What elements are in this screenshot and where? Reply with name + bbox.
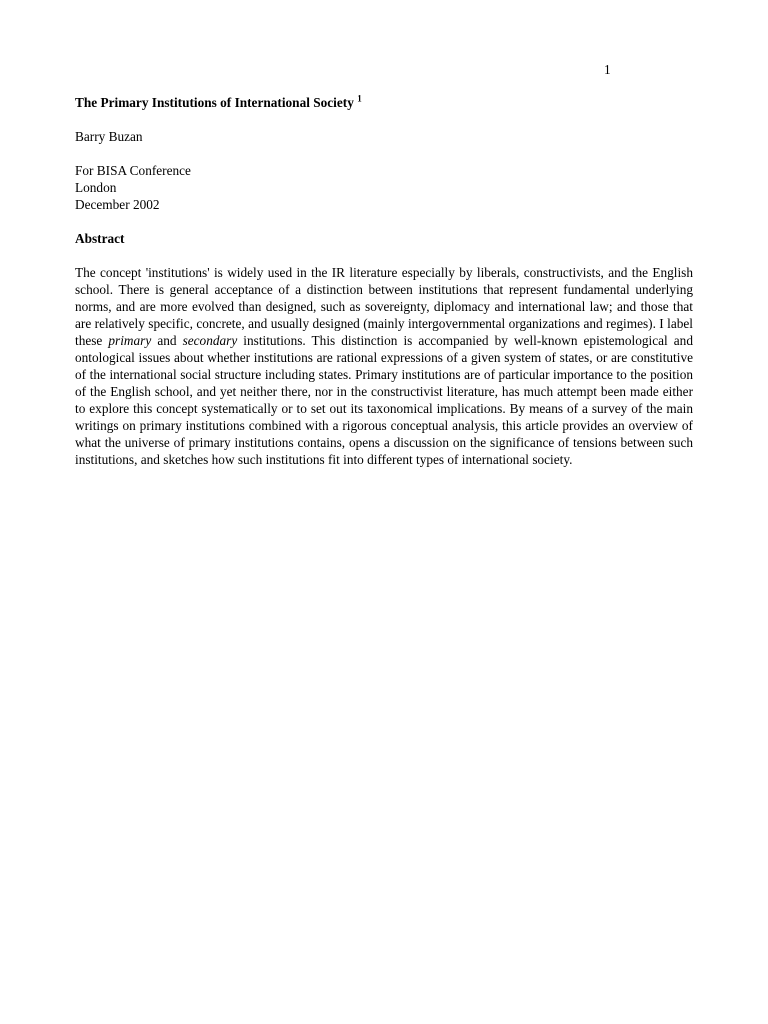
conference-name: For BISA Conference <box>75 163 191 178</box>
page-number: 1 <box>604 62 611 77</box>
abstract-text-part2: and <box>151 333 183 348</box>
conference-location: London <box>75 180 117 195</box>
abstract-text-part1: The concept 'institutions' is widely used in the IR literature especially by liberals, constructivists, and the English school. There is general acceptance of a distinction between institutions that represent fundamental underlying norms, and are more evolved than designed, such as sovereignty, diplomacy and international law; and those that are relatively specific, concrete, and usually designed (mainly intergovernmental organizations and regimes). I label these <box>75 265 693 348</box>
abstract-emphasis-primary: primary <box>108 333 152 348</box>
abstract-heading: Abstract <box>75 231 125 246</box>
abstract-emphasis-secondary: secondary <box>182 333 238 348</box>
author-name: Barry Buzan <box>75 129 143 144</box>
title-footnote-marker[interactable]: 1 <box>357 93 362 104</box>
title-text: The Primary Institutions of International Society <box>75 95 354 110</box>
document-content <box>75 94 693 468</box>
document-title <box>75 94 693 111</box>
abstract-body <box>75 264 693 468</box>
conference-info <box>75 162 693 213</box>
conference-date: December 2002 <box>75 197 160 212</box>
abstract-text-part3: institutions. This distinction is accompanied by well-known epistemological and ontological issues about whether institutions are rational expressions of a given system of states, or are constitutive of the international social structure including states. Primary institutions are of particular importance to the position of the English school, and yet neither there, nor in the constructivist literature, has much attempt been made either to explore this concept systematically or to set out its taxonomical implications. By means of a survey of the main writings on primary institutions combined with a rigorous conceptual analysis, this article provides an overview of what the universe of primary institutions contains, opens a discussion on the significance of tensions between such institutions, and sketches how such institutions fit into different types of international society. <box>75 333 693 467</box>
